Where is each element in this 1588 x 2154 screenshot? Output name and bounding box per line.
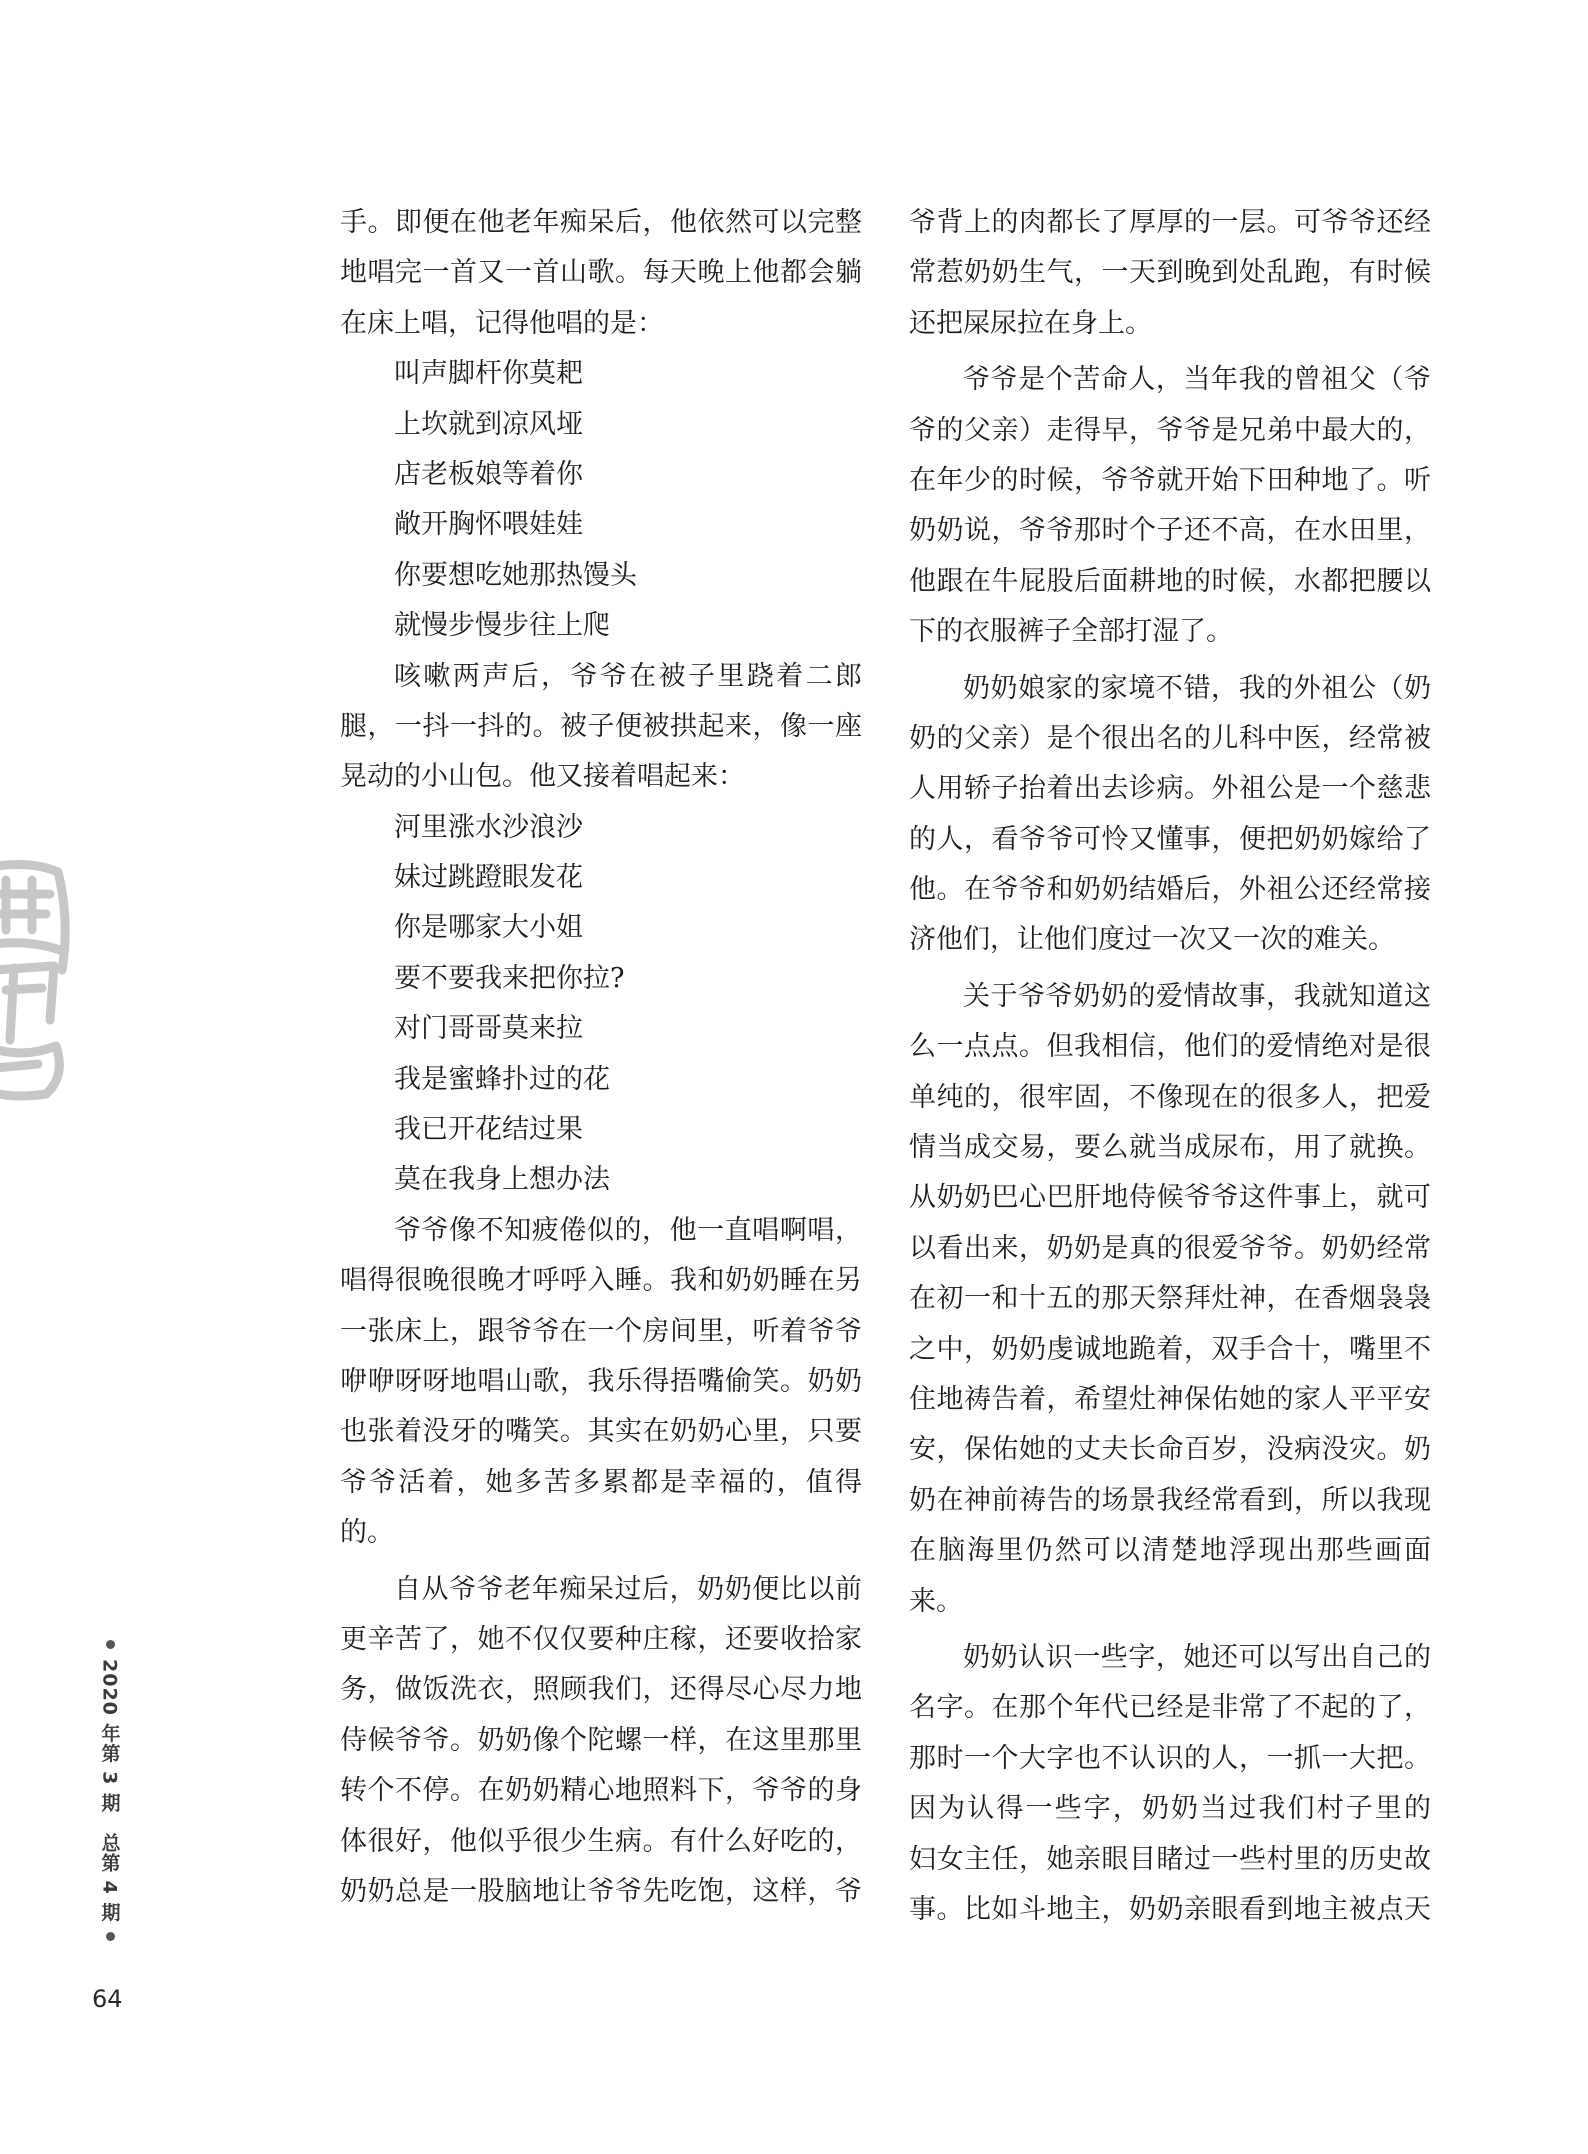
text-line: 关于爷爷奶奶的爱情故事，我就知道这 (963, 980, 1431, 1012)
text-line: 侍候爷爷。奶奶像个陀螺一样，在这里那里 (340, 1724, 862, 1756)
text-line: 济他们，让他们度过一次又一次的难关。 (909, 924, 1395, 956)
text-line: 自从爷爷老年痴呆过后，奶奶便比以前 (394, 1573, 862, 1605)
text-line: 敞开胸怀喂娃娃 (394, 509, 583, 541)
text-line: 务，做饭洗衣，照顾我们，还得尽心尽力地 (340, 1674, 862, 1706)
issue-info (95, 1640, 125, 1960)
text-line: 对门哥哥莫来拉 (394, 1013, 583, 1045)
page-number: 64 (92, 1985, 123, 2013)
text-line: 因为认得一些字，奶奶当过我们村子里的 (909, 1793, 1431, 1825)
text-line: 爷爷像不知疲倦似的，他一直唱啊唱， (394, 1214, 862, 1246)
text-line: 常惹奶奶生气，一天到晚到处乱跑，有时候 (909, 257, 1431, 289)
text-line: 叫声脚杆你莫耙 (394, 358, 583, 390)
text-line: 事。比如斗地主，奶奶亲眼看到地主被点天 (909, 1893, 1431, 1925)
text-line: 以看出来，奶奶是真的很爱爷爷。奶奶经常 (909, 1232, 1431, 1264)
text-line: 我是蜜蜂扑过的花 (394, 1063, 610, 1095)
text-line: 从奶奶巴心巴肝地侍候爷爷这件事上，就可 (909, 1182, 1431, 1214)
text-line: 爷的父亲）走得早，爷爷是兄弟中最大的， (909, 414, 1431, 446)
text-line: 爷爷活着，她多苦多累都是幸福的，值得 (340, 1466, 862, 1498)
text-line: 唱得很晚很晚才呼呼入睡。我和奶奶睡在另 (340, 1265, 862, 1297)
text-line: 更辛苦了，她不仅仅要种庄稼，还要收拾家 (340, 1623, 862, 1655)
text-line: 的。 (340, 1517, 394, 1549)
text-line: 你是哪家大小姐 (394, 912, 583, 944)
text-line: 他跟在牛屁股后面耕地的时候，水都把腰以 (909, 565, 1431, 597)
text-line: 他。在爷爷和奶奶结婚后，外祖公还经常接 (909, 874, 1431, 906)
text-line: 妇女主任，她亲眼目睹过一些村里的历史故 (909, 1843, 1431, 1875)
text-line: 在年少的时候，爷爷就开始下田种地了。听 (909, 464, 1431, 496)
dot-top-icon (106, 1640, 115, 1649)
text-line: 在床上唱，记得他唱的是： (340, 307, 664, 339)
text-line: 奶奶说，爷爷那时个子还不高，在水田里， (909, 515, 1431, 547)
text-line: 情当成交易，要么就当成尿布，用了就换。 (909, 1132, 1431, 1164)
text-line: 也张着没牙的嘴笑。其实在奶奶心里，只要 (340, 1416, 862, 1448)
text-line: 名字。在那个年代已经是非常了不起的了， (909, 1692, 1431, 1724)
text-line: 奶奶认识一些字，她还可以写出自己的 (963, 1641, 1431, 1673)
text-line: 晃动的小山包。他又接着唱起来： (340, 761, 745, 793)
text-line: 一张床上，跟爷爷在一个房间里，听着爷爷 (340, 1315, 862, 1347)
text-line: 之中，奶奶虔诚地跪着，双手合十，嘴里不 (909, 1333, 1431, 1365)
right-text-column (909, 198, 1431, 1935)
text-line: 下的衣服裤子全部打湿了。 (909, 616, 1233, 648)
text-line: 单纯的，很牢固，不像现在的很多人，把爱 (909, 1081, 1431, 1113)
text-line: 咿咿呀呀地唱山歌，我乐得捂嘴偷笑。奶奶 (340, 1365, 862, 1397)
seal-stamp-icon (0, 850, 76, 1106)
text-line: 的人，看爷爷可怜又懂事，便把奶奶嫁给了 (909, 823, 1431, 855)
text-line: 体很好，他似乎很少生病。有什么好吃的， (340, 1825, 862, 1857)
text-line: 爷爷是个苦命人，当年我的曾祖父（爷 (963, 364, 1431, 396)
text-line: 安，保佑她的丈夫长命百岁，没病没灾。奶 (909, 1434, 1431, 1466)
text-line: 奶奶总是一股脑地让爷爷先吃饱，这样，爷 (340, 1875, 862, 1907)
text-line: 咳嗽两声后，爷爷在被子里跷着二郎 (394, 660, 862, 692)
issue-info-text: 2020 年第 3 期 总第 4 期 (98, 1659, 121, 1923)
text-line: 腿，一抖一抖的。被子便被拱起来，像一座 (340, 710, 862, 742)
text-line: 我已开花结过果 (394, 1114, 583, 1146)
text-line: 奶在神前祷告的场景我经常看到，所以我现 (909, 1484, 1431, 1516)
text-line: 奶的父亲）是个很出名的儿科中医，经常被 (909, 722, 1431, 754)
text-line: 住地祷告着，希望灶神保佑她的家人平平安 (909, 1383, 1431, 1415)
text-line: 人用轿子抬着出去诊病。外祖公是一个慈悲 (909, 773, 1431, 805)
text-line: 手。即便在他老年痴呆后，他依然可以完整 (340, 207, 862, 238)
text-line: 么一点点。但我相信，他们的爱情绝对是很 (909, 1031, 1431, 1063)
text-line: 店老板娘等着你 (394, 458, 583, 490)
text-line: 就慢步慢步往上爬 (394, 610, 610, 642)
text-line: 你要想吃她那热馒头 (394, 559, 637, 591)
text-line: 来。 (909, 1585, 963, 1617)
text-line: 要不要我来把你拉? (394, 962, 625, 994)
text-line: 在初一和十五的那天祭拜灶神，在香烟袅袅 (909, 1283, 1431, 1315)
text-line: 河里涨水沙浪沙 (394, 811, 583, 843)
text-line: 爷背上的肉都长了厚厚的一层。可爷爷还经 (909, 207, 1431, 238)
text-line: 妹过跳蹬眼发花 (394, 862, 583, 894)
text-line: 在脑海里仍然可以清楚地浮现出那些画面 (909, 1535, 1431, 1567)
text-line: 转个不停。在奶奶精心地照料下，爷爷的身 (340, 1775, 862, 1807)
text-line: 奶奶娘家的家境不错，我的外祖公（奶 (963, 672, 1431, 704)
left-text-column (340, 198, 862, 1917)
text-line: 地唱完一首又一首山歌。每天晚上他都会躺 (340, 257, 862, 289)
text-line: 莫在我身上想办法 (394, 1164, 610, 1196)
text-line: 上坎就到凉风垭 (394, 408, 583, 440)
text-line: 还把屎尿拉在身上。 (909, 307, 1152, 339)
dot-bottom-icon (106, 1932, 115, 1941)
text-line: 那时一个大字也不认识的人，一抓一大把。 (909, 1742, 1431, 1774)
